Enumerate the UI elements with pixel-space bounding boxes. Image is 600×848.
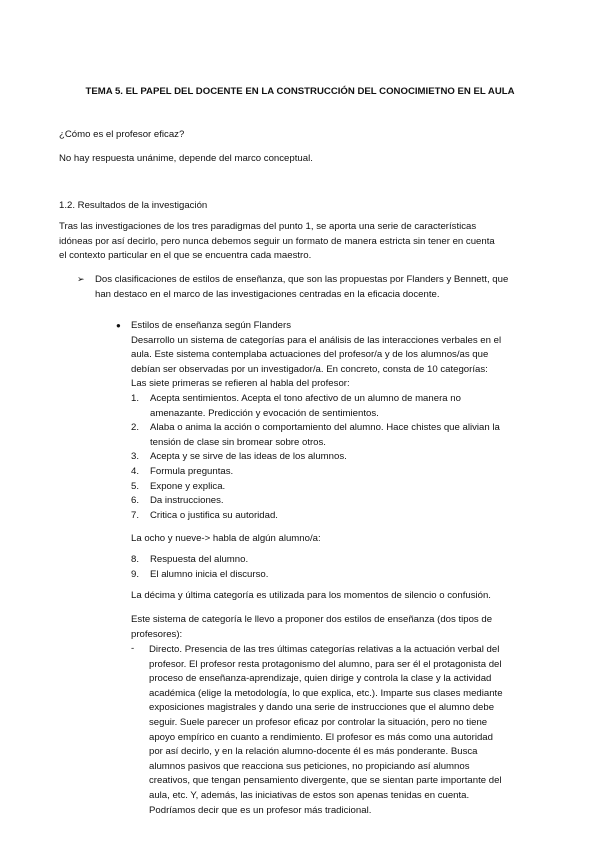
styles-intro-line: Este sistema de categoría le llevo a proponer dos estilos de enseñanza (dos tipos de (131, 614, 493, 625)
direct-style-paragraph (149, 643, 503, 818)
question-text: ¿Cómo es el profesor eficaz? (59, 129, 185, 140)
flanders-line: Desarrollo un sistema de categorías para el análisis de las interacciones verbales en el (131, 334, 502, 346)
direct-line: seguir. Suele parecer un profesor eficaz por controlar la situación, pero no tiene (149, 716, 488, 728)
student-category-list (131, 553, 268, 582)
direct-line: por así decirlo, y en la relación alumno-docente él es más ponderante. Busca (149, 746, 478, 758)
direct-line: Directo. Presencia de las tres últimas categorías relativas a la actuación verbal del (149, 644, 500, 655)
flanders-line: aula. Este sistema contemplaba actuaciones del profesor/a y de los alumnos/as que (131, 349, 489, 361)
list-item: 3. Acepta y se sirve de las ideas de los alumnos. (131, 451, 347, 463)
direct-line: exposiciones magistrales y dando una serie de instrucciones que el alumno debe (149, 702, 495, 714)
list-item: 4. Formula preguntas. (131, 465, 234, 477)
list-item: 2. Alaba o anima la acción o comportamiento del alumno. Hace chistes que alivian la tensión de clase sin bromear sobre otros. (131, 422, 500, 448)
page-title: TEMA 5. EL PAPEL DEL DOCENTE EN LA CONSTRUCCIÓN DEL CONOCIMIETNO EN EL AULA (85, 86, 515, 97)
flanders-block (131, 319, 501, 392)
direct-line: apoyo empírico en cuanto a rendimiento. El profesor es más como una autoridad (149, 731, 493, 743)
direct-line: aula, etc. Y, además, las iniciativas de estos son apenas tenidas en cuenta. (149, 789, 470, 801)
flanders-heading: Estilos de enseñanza según Flanders (131, 320, 291, 331)
direct-line: académica (elige la metodología, lo que explica, etc.). Imparte sus clases mediante (149, 687, 503, 699)
answer-text: No hay respuesta unánime, depende del marco conceptual. (59, 153, 313, 164)
direct-line: alumnos pasivos que reacciona sus peticiones, no propiciando así alumnos (149, 760, 470, 772)
direct-line: profesor. El profesor resta protagonismo del alumno, para ser él el protagonista del (149, 658, 502, 670)
section-heading: 1.2. Resultados de la investigación (59, 200, 208, 211)
list-item: 7. Critica o justifica su autoridad. (131, 509, 278, 521)
bullet-icon: ● (116, 321, 121, 330)
direct-line: creativos, que tengan pensamiento divergente, que se sientan parte importante del (149, 775, 502, 787)
classification-line: Dos clasificaciones de estilos de enseñanza, que son las propuestas por Flanders y Bennett, que (95, 274, 509, 285)
dash-bullet: - (131, 643, 135, 654)
flanders-line: debían ser observadas por un investigador/a. En concreto, consta de 10 categorías: (131, 363, 488, 375)
intro-line: Tras las investigaciones de los tres paradigmas del punto 1, se aporta una serie de características (59, 221, 477, 232)
styles-intro-line: profesores): (131, 628, 183, 640)
arrow-bullet-icon: ➢ (77, 274, 85, 284)
list-item: 9. El alumno inicia el discurso. (131, 568, 269, 580)
student-intro: La ocho y nueve-> habla de algún alumno/a: (131, 533, 321, 544)
list-item: 6. Da instrucciones. (131, 495, 224, 507)
direct-line: proceso de enseñanza-aprendizaje, quien dirige y controla la clase y la actividad (149, 673, 492, 685)
list-item: 5. Expone y explica. (131, 480, 226, 492)
intro-line: idóneas por así decirlo, pero nunca debemos seguir un formato de manera estricta sin tener en cuenta (59, 235, 495, 247)
intro-line: el contexto particular en el que se encuentra cada maestro. (59, 250, 312, 262)
list-item: 1. Acepta sentimientos. Acepta el tono afectivo de un alumno de manera no amenazante. Predicción y evocación de sentimientos. (131, 393, 461, 419)
tenth-category-text: La décima y última categoría es utilizada para los momentos de silencio o confusión. (131, 590, 491, 601)
classification-item (95, 273, 508, 302)
teacher-category-list (131, 392, 500, 523)
classification-line: han destaco en el marco de las investigaciones centradas en la eficacia docente. (95, 288, 440, 300)
flanders-line: Las siete primeras se refieren al habla del profesor: (131, 378, 350, 390)
intro-paragraph (59, 220, 495, 264)
list-item: 8. Respuesta del alumno. (131, 554, 249, 565)
direct-line: Podríamos decir que es un profesor más tradicional. (149, 804, 372, 816)
styles-intro (131, 613, 492, 642)
